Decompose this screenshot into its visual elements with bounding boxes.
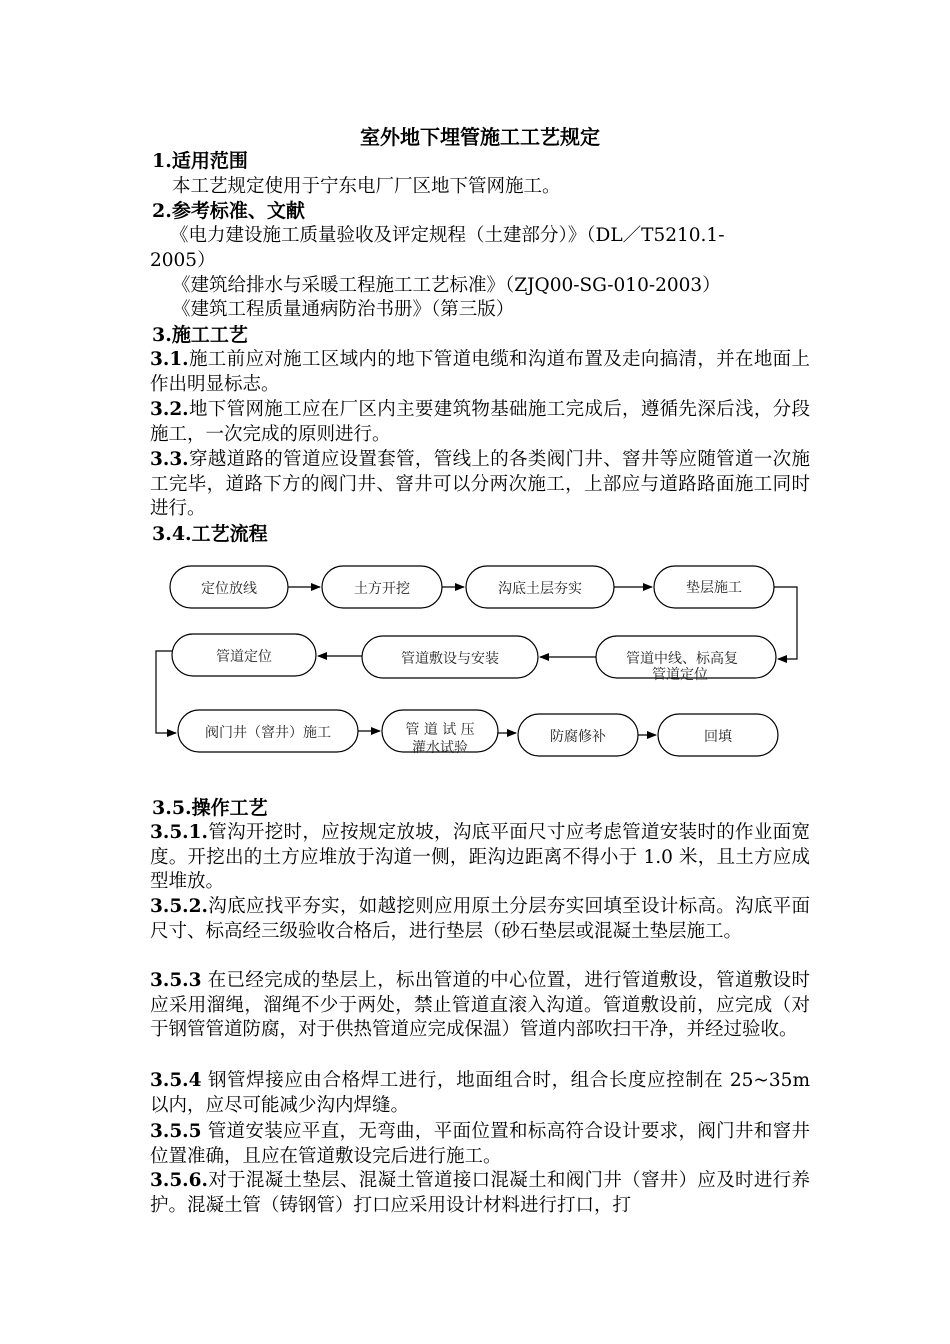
process-flowchart — [150, 556, 810, 766]
paragraph-number: 3.5.4 — [150, 1070, 202, 1091]
page-title: 室外地下埋管施工工艺规定 — [360, 125, 600, 149]
flow-node-label: 定位放线 — [201, 581, 257, 597]
flow-node-valve-well — [178, 710, 358, 752]
paragraph-3-5-4 — [150, 1069, 810, 1118]
paragraph-number: 3.3. — [150, 449, 189, 470]
flow-node-excavation — [322, 566, 442, 608]
paragraph-3-5-5 — [150, 1120, 810, 1169]
flow-node-label: 阀门井（窨井）施工 — [205, 725, 331, 741]
flow-node-positioning — [170, 566, 288, 608]
reference-1-line-a: 《电力建设施工质量验收及评定规程（土建部分）》（DL／T5210.1- — [170, 225, 725, 246]
flow-node-label: 土方开挖 — [354, 581, 410, 597]
paragraph-number: 3.2. — [150, 399, 189, 420]
paragraph-number: 3.1. — [150, 349, 189, 370]
flow-node-label: 管道中线、标高复 — [626, 651, 738, 667]
flow-arrow — [774, 587, 797, 659]
paragraph-3-5-3 — [150, 969, 810, 1043]
flow-node-bedding — [654, 566, 774, 608]
paragraph-text: 在已经完成的垫层上，标出管道的中心位置，进行管道敷设，管道敷设时应采用溜绳，溜绳不少于两处，禁止管道直滚入沟道。管道敷设前，应完成（对于钢管管道防腐，对于供热管道应完成保温）管道内部吹扫干净，并经过验收。 — [150, 970, 810, 1040]
section-3-4-heading: 3.4.工艺流程 — [152, 523, 268, 545]
paragraph-text: 钢管焊接应由合格焊工进行，地面组合时，组合长度应控制在 25~35m 以内，应尽可能减少沟内焊缝。 — [150, 1070, 810, 1116]
section-1-text: 本工艺规定使用于宁东电厂厂区地下管网施工。 — [172, 176, 561, 197]
paragraph-3-5-2 — [150, 895, 810, 944]
paragraph-3-3 — [150, 448, 810, 522]
flow-node-label: 回填 — [704, 729, 732, 745]
flow-node-pipe-positioning — [172, 634, 316, 676]
paragraph-number: 3.5.1. — [150, 822, 208, 843]
flow-node-centerline-check — [596, 636, 776, 683]
flow-node-label: 管道定位 — [216, 649, 272, 665]
paragraph-text: 对于混凝土垫层、混凝土管道接口混凝土和阀门井（窨井）应及时进行养护。混凝土管（铸钢管）打口应采用设计材料进行打口，打 — [150, 1170, 810, 1216]
paragraph-3-5-6 — [150, 1169, 810, 1218]
flow-node-pipe-laying — [362, 636, 538, 678]
flow-node-label: 防腐修补 — [550, 729, 606, 745]
paragraph-number: 3.5.5 — [150, 1121, 202, 1142]
paragraph-text: 沟底应找平夯实，如越挖则应用原土分层夯实回填至设计标高。沟底平面尺寸、标高经三级验收合格后，进行垫层（砂石垫层或混凝土垫层施工。 — [150, 896, 810, 942]
flow-node-anticorrosion — [518, 714, 638, 756]
paragraph-number: 3.5.3 — [150, 970, 202, 991]
paragraph-text: 地下管网施工应在厂区内主要建筑物基础施工完成后，遵循先深后浅，分段施工，一次完成的原则进行。 — [150, 399, 810, 445]
flow-node-label: 管道敷设与安装 — [401, 651, 499, 667]
paragraph-3-2 — [150, 398, 810, 447]
flow-node-label: 垫层施工 — [686, 580, 742, 596]
flow-node-backfill — [658, 714, 778, 756]
section-3-5-heading: 3.5.操作工艺 — [152, 797, 268, 819]
flow-node-label: 管 道 试 压 — [405, 722, 475, 738]
paragraph-3-1 — [150, 348, 810, 397]
paragraph-text: 穿越道路的管道应设置套管，管线上的各类阀门井、窨井等应随管道一次施工完毕，道路下方的阀门井、窨井可以分两次施工，上部应与道路路面施工同时进行。 — [150, 449, 810, 519]
reference-2: 《建筑给排水与采暖工程施工工艺标准》（ZJQ00-SG-010-2003） — [172, 275, 721, 296]
flow-node-label: 管道定位 — [652, 667, 708, 683]
section-2-heading: 2.参考标准、文献 — [152, 200, 305, 222]
section-3-heading: 3.施工工艺 — [152, 324, 248, 346]
paragraph-number: 3.5.2. — [150, 896, 208, 917]
reference-3: 《建筑工程质量通病防治书册》（第三版） — [172, 299, 515, 320]
paragraph-3-5-1 — [150, 821, 810, 895]
paragraph-text: 管道安装应平直，无弯曲，平面位置和标高符合设计要求，阀门井和窨井位置准确，且应在管道敷设完后进行施工。 — [150, 1121, 810, 1167]
paragraph-text: 施工前应对施工区域内的地下管道电缆和沟道布置及走向搞清，并在地面上作出明显标志。 — [150, 349, 810, 395]
flow-node-label: 沟底土层夯实 — [498, 581, 582, 597]
flow-node-label: 灌水试验 — [412, 740, 468, 756]
paragraph-text: 管沟开挖时，应按规定放坡，沟底平面尺寸应考虑管道安装时的作业面宽度。开挖出的土方应堆放于沟道一侧，距沟边距离不得小于 1.0 米，且土方应成型堆放。 — [150, 822, 810, 892]
paragraph-number: 3.5.6. — [150, 1170, 208, 1191]
flow-node-compaction — [466, 566, 614, 608]
flow-node-pressure-test — [382, 710, 498, 756]
section-1-heading: 1.适用范围 — [152, 150, 248, 172]
reference-1-line-b: 2005） — [150, 250, 216, 271]
